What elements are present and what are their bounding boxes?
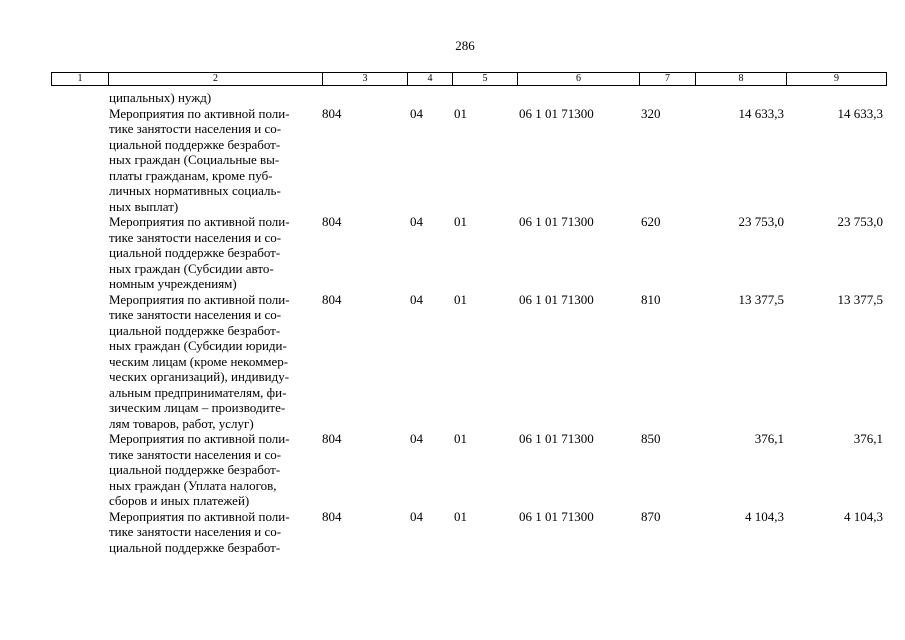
row-amount-2: 376,1 xyxy=(853,431,883,446)
row-target-article: 06 1 01 71300 xyxy=(519,105,594,121)
row-name-line: циальной поддержке безработ- xyxy=(109,539,281,555)
row-name xyxy=(109,292,329,432)
row-name-line: циальной поддержке безработ- xyxy=(109,245,281,260)
column-header-4: 4 xyxy=(408,73,453,86)
row-amount-2: 14 633,3 xyxy=(837,105,883,121)
row-ved-code: 804 xyxy=(322,431,342,446)
row-name-line: ческих организаций), индивиду- xyxy=(109,369,290,384)
column-header-7: 7 xyxy=(640,73,696,86)
row-target-article: 06 1 01 71300 xyxy=(519,291,594,307)
row-name-line: ческим лицам (кроме некоммер- xyxy=(109,353,289,369)
column-header-1: 1 xyxy=(52,73,109,86)
row-section: 04 xyxy=(410,214,423,229)
column-header-5: 5 xyxy=(453,73,518,86)
row-amount-2: 23 753,0 xyxy=(837,214,883,229)
column-header-9: 9 xyxy=(787,73,887,86)
row-name-line: личных нормативных социаль- xyxy=(109,183,281,198)
row-subsection: 01 xyxy=(454,431,467,446)
row-name-line: номным учреждениям) xyxy=(109,276,237,291)
table-row xyxy=(0,106,905,215)
row-name xyxy=(109,509,329,556)
row-amount-1: 4 104,3 xyxy=(745,508,784,524)
column-header-2: 2 xyxy=(109,73,323,86)
column-number-header xyxy=(51,72,887,86)
table-row xyxy=(0,431,905,509)
row-amount-1: 13 377,5 xyxy=(738,291,784,307)
row-subsection: 01 xyxy=(454,214,467,229)
row-name-line: ных граждан (Субсидии авто- xyxy=(109,260,274,276)
row-name-line: тике занятости населения и со- xyxy=(109,229,282,245)
row-section: 04 xyxy=(410,431,423,446)
page-number: 286 xyxy=(455,38,475,53)
row-name-line: Мероприятия по активной поли- xyxy=(109,291,290,307)
row-ved-code: 804 xyxy=(322,105,342,121)
row-name-line: циальной поддержке безработ- xyxy=(109,136,281,152)
row-name-line: Мероприятия по активной поли- xyxy=(109,214,290,229)
row-section: 04 xyxy=(410,105,423,121)
row-target-article: 06 1 01 71300 xyxy=(519,508,594,524)
row-name-line: тике занятости населения и со- xyxy=(109,307,282,322)
row-expense-type: 850 xyxy=(641,431,661,446)
row-target-article: 06 1 01 71300 xyxy=(519,214,594,229)
row-target-article: 06 1 01 71300 xyxy=(519,431,594,446)
column-header-8: 8 xyxy=(696,73,787,86)
column-header-3: 3 xyxy=(323,73,408,86)
row-name xyxy=(109,214,329,292)
row-amount-1: 14 633,3 xyxy=(738,105,784,121)
table-row xyxy=(0,509,905,556)
row-name-line: лям товаров, работ, услуг) xyxy=(109,415,254,431)
data-rows xyxy=(0,106,905,556)
table-row xyxy=(0,292,905,432)
header-row xyxy=(52,73,887,86)
table-body xyxy=(0,90,905,555)
row-expense-type: 870 xyxy=(641,508,661,524)
row-amount-1: 376,1 xyxy=(754,431,784,446)
continuation-row xyxy=(0,90,905,106)
row-name-line: ных граждан (Уплата налогов, xyxy=(109,477,277,493)
row-name-line: платы гражданам, кроме пуб- xyxy=(109,167,273,183)
row-subsection: 01 xyxy=(454,508,467,524)
row-name-line: тике занятости населения и со- xyxy=(109,446,282,462)
row-subsection: 01 xyxy=(454,105,467,121)
row-name-line: Мероприятия по активной поли- xyxy=(109,508,290,524)
row-name-line: альным предпринимателям, фи- xyxy=(109,384,287,400)
row-name xyxy=(109,431,329,509)
row-name-line: ных выплат) xyxy=(109,198,179,214)
row-name-line: циальной поддержке безработ- xyxy=(109,322,281,338)
row-name-line: Мероприятия по активной поли- xyxy=(109,105,290,121)
row-name-line: зическим лицам – производите- xyxy=(109,400,286,415)
row-name-line: сборов и иных платежей) xyxy=(109,493,250,508)
row-name xyxy=(109,106,329,215)
row-amount-2: 4 104,3 xyxy=(844,508,883,524)
column-header-6: 6 xyxy=(518,73,640,86)
row-ved-code: 804 xyxy=(322,291,342,307)
row-name-line: тике занятости населения и со- xyxy=(109,121,282,136)
row-name-line: ных граждан (Социальные вы- xyxy=(109,152,280,167)
row-ved-code: 804 xyxy=(322,508,342,524)
continuation-line: ципальных) нужд) xyxy=(109,90,212,105)
row-section: 04 xyxy=(410,291,423,307)
row-amount-2: 13 377,5 xyxy=(837,291,883,307)
row-name-line: Мероприятия по активной поли- xyxy=(109,431,290,446)
row-name-line: ных граждан (Субсидии юриди- xyxy=(109,338,287,353)
row-expense-type: 320 xyxy=(641,105,661,121)
row-name-line: циальной поддержке безработ- xyxy=(109,462,281,477)
row-subsection: 01 xyxy=(454,291,467,307)
row-section: 04 xyxy=(410,508,423,524)
row-expense-type: 810 xyxy=(641,291,661,307)
row-name-line: тике занятости населения и со- xyxy=(109,524,282,539)
row-expense-type: 620 xyxy=(641,214,661,229)
row-ved-code: 804 xyxy=(322,214,342,229)
row-amount-1: 23 753,0 xyxy=(738,214,784,229)
continuation-text xyxy=(109,90,329,106)
table-row xyxy=(0,214,905,292)
